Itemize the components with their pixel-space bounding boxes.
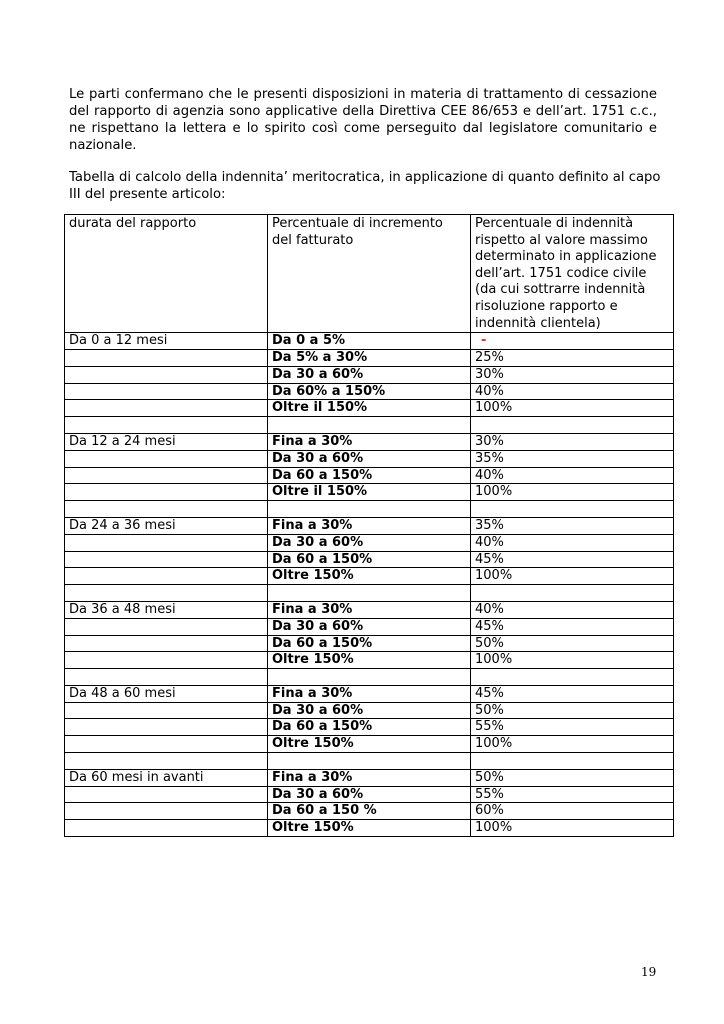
increment-cell: Da 30 a 60%: [268, 618, 471, 635]
indemnity-cell: 35%: [471, 450, 674, 467]
duration-cell: [65, 349, 268, 366]
indemnity-table: [64, 214, 674, 837]
indemnity-cell: 50%: [471, 635, 674, 652]
table-row: [65, 417, 674, 434]
indemnity-cell: 100%: [471, 736, 674, 753]
duration-cell: [65, 736, 268, 753]
increment-cell: Da 60% a 150%: [268, 383, 471, 400]
table-row: [65, 786, 674, 803]
increment-cell: Fina a 30%: [268, 769, 471, 786]
duration-cell: [65, 450, 268, 467]
indemnity-cell: 40%: [471, 467, 674, 484]
table-row: [65, 669, 674, 686]
page-number: 19: [641, 965, 657, 979]
indemnity-cell: 100%: [471, 820, 674, 837]
increment-cell: Da 30 a 60%: [268, 450, 471, 467]
indemnity-cell: 45%: [471, 551, 674, 568]
increment-cell: Da 30 a 60%: [268, 534, 471, 551]
table-row: [65, 685, 674, 702]
table-row: [65, 769, 674, 786]
increment-cell: Oltre 150%: [268, 568, 471, 585]
table-row: [65, 383, 674, 400]
table-row: [65, 433, 674, 450]
increment-cell: Oltre 150%: [268, 736, 471, 753]
duration-cell: [65, 618, 268, 635]
duration-cell: [65, 803, 268, 820]
increment-cell: Da 60 a 150%: [268, 719, 471, 736]
increment-cell: [268, 669, 471, 686]
indemnity-cell: 30%: [471, 433, 674, 450]
increment-cell: Oltre 150%: [268, 652, 471, 669]
indemnity-cell: [471, 585, 674, 602]
increment-cell: Da 60 a 150%: [268, 551, 471, 568]
indemnity-cell: 40%: [471, 601, 674, 618]
indemnity-cell: 30%: [471, 366, 674, 383]
indemnity-cell: [471, 501, 674, 518]
increment-cell: Da 0 a 5%: [268, 333, 471, 350]
duration-cell: [65, 568, 268, 585]
table-row: [65, 333, 674, 350]
indemnity-cell: 55%: [471, 786, 674, 803]
duration-cell: [65, 551, 268, 568]
header-increment: Percentuale di incremento del fatturato: [268, 215, 471, 333]
increment-cell: Da 30 a 60%: [268, 786, 471, 803]
table-row: [65, 585, 674, 602]
indemnity-cell: 100%: [471, 568, 674, 585]
table-row: [65, 702, 674, 719]
duration-cell: [65, 820, 268, 837]
duration-cell: [65, 719, 268, 736]
duration-cell: Da 24 a 36 mesi: [65, 517, 268, 534]
duration-cell: [65, 366, 268, 383]
duration-cell: [65, 702, 268, 719]
increment-cell: Da 30 a 60%: [268, 366, 471, 383]
table-row: [65, 349, 674, 366]
table-row: [65, 501, 674, 518]
indemnity-cell: 60%: [471, 803, 674, 820]
duration-cell: [65, 400, 268, 417]
increment-cell: Da 60 a 150 %: [268, 803, 471, 820]
indemnity-cell: 45%: [471, 618, 674, 635]
intro-paragraph: Le parti confermano che le presenti disposizioni in materia di trattamento di cessazione del rapporto di agenzia sono applicative della Direttiva CEE 86/653 e dell’art. 1751 c.c., ne rispettano la lettera e lo spirito così come perseguito dal legislatore comunitario e nazionale.: [69, 87, 657, 153]
increment-cell: Da 30 a 60%: [268, 702, 471, 719]
table-row: [65, 736, 674, 753]
table-header-row: [65, 215, 674, 333]
table-row: [65, 601, 674, 618]
duration-cell: [65, 669, 268, 686]
duration-cell: Da 0 a 12 mesi: [65, 333, 268, 350]
table-row: [65, 635, 674, 652]
increment-cell: Da 60 a 150%: [268, 635, 471, 652]
table-row: [65, 719, 674, 736]
indemnity-cell: 40%: [471, 383, 674, 400]
table-row: [65, 484, 674, 501]
table-row: [65, 618, 674, 635]
increment-cell: Oltre il 150%: [268, 400, 471, 417]
table-row: [65, 820, 674, 837]
indemnity-cell: [471, 753, 674, 770]
indemnity-cell: 100%: [471, 484, 674, 501]
indemnity-cell: [471, 669, 674, 686]
increment-cell: [268, 417, 471, 434]
increment-cell: [268, 585, 471, 602]
indemnity-cell: 50%: [471, 769, 674, 786]
duration-cell: Da 12 a 24 mesi: [65, 433, 268, 450]
indemnity-cell: 25%: [471, 349, 674, 366]
header-duration: durata del rapporto: [65, 215, 268, 333]
duration-cell: Da 48 a 60 mesi: [65, 685, 268, 702]
duration-cell: [65, 585, 268, 602]
increment-cell: [268, 501, 471, 518]
table-row: [65, 534, 674, 551]
indemnity-cell: 100%: [471, 400, 674, 417]
duration-cell: [65, 467, 268, 484]
indemnity-cell: 40%: [471, 534, 674, 551]
indemnity-cell: 35%: [471, 517, 674, 534]
table-row: [65, 366, 674, 383]
duration-cell: [65, 484, 268, 501]
increment-cell: Oltre il 150%: [268, 484, 471, 501]
increment-cell: Da 60 a 150%: [268, 467, 471, 484]
header-indemnity: Percentuale di indennità rispetto al valore massimo determinato in applicazione dell’art. 1751 codice civile (da cui sottrarre indennità risoluzione rapporto e indennità clientela): [471, 215, 674, 333]
duration-cell: [65, 652, 268, 669]
indemnity-cell: 55%: [471, 719, 674, 736]
increment-cell: [268, 753, 471, 770]
table-caption: Tabella di calcolo della indennita’ meritocratica, in applicazione di quanto definito al capo III del presente articolo:: [69, 170, 661, 202]
table-row: [65, 517, 674, 534]
table-row: [65, 450, 674, 467]
increment-cell: Fina a 30%: [268, 433, 471, 450]
increment-cell: Oltre 150%: [268, 820, 471, 837]
indemnity-cell: 45%: [471, 685, 674, 702]
duration-cell: [65, 786, 268, 803]
duration-cell: [65, 635, 268, 652]
increment-cell: Fina a 30%: [268, 517, 471, 534]
table-row: [65, 652, 674, 669]
indemnity-cell: 100%: [471, 652, 674, 669]
table-row: [65, 400, 674, 417]
duration-cell: [65, 383, 268, 400]
duration-cell: Da 36 a 48 mesi: [65, 601, 268, 618]
increment-cell: Fina a 30%: [268, 685, 471, 702]
duration-cell: [65, 753, 268, 770]
increment-cell: Fina a 30%: [268, 601, 471, 618]
table-row: [65, 551, 674, 568]
duration-cell: [65, 417, 268, 434]
duration-cell: [65, 534, 268, 551]
duration-cell: Da 60 mesi in avanti: [65, 769, 268, 786]
indemnity-cell: 50%: [471, 702, 674, 719]
indemnity-cell: -: [471, 333, 674, 350]
table-row: [65, 753, 674, 770]
table-row: [65, 568, 674, 585]
duration-cell: [65, 501, 268, 518]
table-row: [65, 803, 674, 820]
indemnity-cell: [471, 417, 674, 434]
increment-cell: Da 5% a 30%: [268, 349, 471, 366]
table-row: [65, 467, 674, 484]
